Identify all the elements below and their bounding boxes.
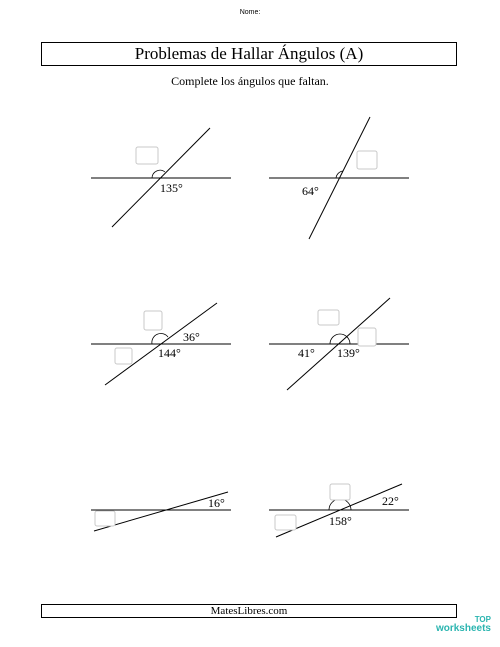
answer-box[interactable]	[318, 310, 339, 325]
answer-box[interactable]	[358, 328, 376, 346]
problem-1	[91, 128, 231, 227]
answer-box[interactable]	[115, 348, 132, 364]
brand-logo	[436, 615, 491, 633]
given-angle: 135°	[160, 181, 183, 195]
angle-arc	[329, 499, 351, 510]
instructions: Complete los ángulos que faltan.	[171, 74, 329, 88]
answer-box[interactable]	[144, 311, 162, 330]
given-angle: 144°	[158, 346, 181, 360]
problem-2	[269, 117, 409, 239]
brand-top: TOP	[474, 615, 491, 624]
given-angle: 158°	[329, 514, 352, 528]
given-angle: 41°	[298, 346, 315, 360]
problem-6	[269, 484, 409, 537]
problem-4	[269, 298, 409, 390]
angle-arc	[152, 333, 168, 344]
given-angle: 139°	[337, 346, 360, 360]
answer-box[interactable]	[275, 515, 296, 530]
problem-3	[91, 303, 231, 385]
footer	[41, 604, 457, 618]
answer-box[interactable]	[95, 511, 115, 526]
angle-arc	[152, 170, 165, 178]
given-angle: 16°	[208, 496, 225, 510]
answer-box[interactable]	[330, 484, 350, 500]
given-angle: 22°	[382, 494, 399, 508]
brand-name: worksheets	[435, 623, 491, 634]
footer-site: MatesLibres.com	[210, 605, 288, 617]
name-label: Nome:	[239, 9, 261, 16]
problem-5	[91, 492, 231, 531]
answer-box[interactable]	[136, 147, 158, 164]
page-title-text: Problemas de Hallar Ángulos (A)	[134, 44, 364, 63]
given-angle: 64°	[302, 184, 319, 198]
given-angle: 36°	[183, 330, 200, 344]
answer-box[interactable]	[357, 151, 377, 169]
